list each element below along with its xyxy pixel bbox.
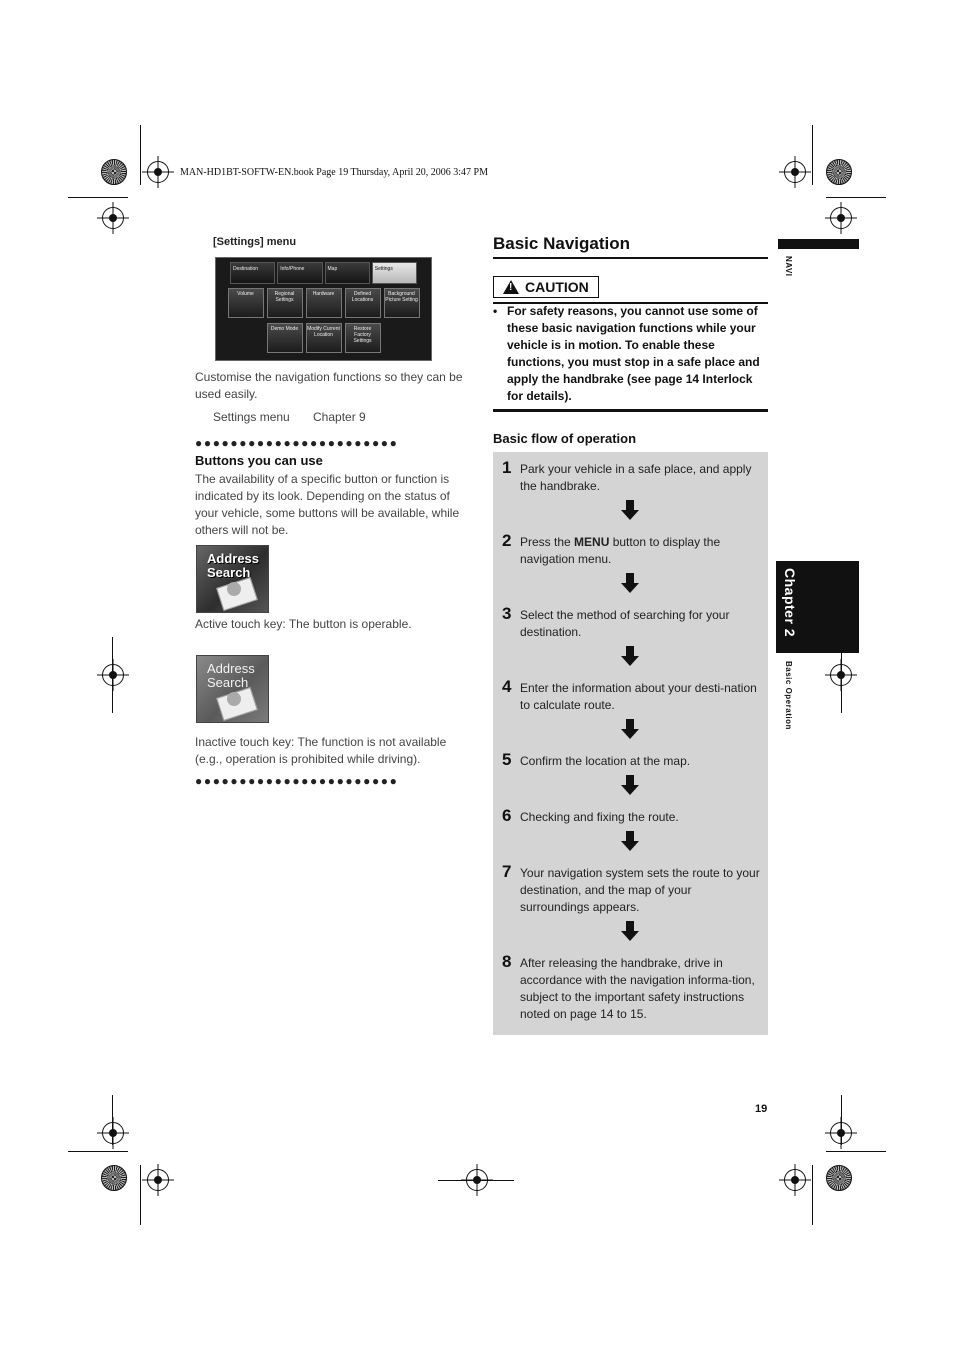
down-arrow-icon <box>621 573 639 593</box>
caution-bottom-rule <box>493 409 768 412</box>
caution-badge <box>493 276 599 298</box>
flow-title: Basic flow of operation <box>493 431 637 446</box>
registration-mark-icon <box>102 1122 124 1144</box>
step-8-text: After releasing the handbrake, drive in accordance with the navigation informa-tion, subject to the important safety instructions noted on page 14 to 15. <box>520 956 755 1021</box>
screen-button-modify-location: Modify Current Location <box>306 323 342 353</box>
screen-tab-map: Map <box>325 262 370 284</box>
navi-bar <box>778 239 859 249</box>
color-registration-icon <box>101 1165 127 1191</box>
step-7-text: Your navigation system sets the route to your destination, and the map of your surroundings appears. <box>520 866 760 914</box>
down-arrow-icon <box>621 719 639 739</box>
active-address-search-key <box>196 545 269 613</box>
screen-button-regional-settings: Regional Settings <box>267 288 303 318</box>
file-info-header: MAN-HD1BT-SOFTW-EN.book Page 19 Thursday, April 20, 2006 3:47 PM <box>180 167 488 178</box>
registration-mark-icon <box>784 161 806 183</box>
basic-operation-label: Basic Operation <box>784 661 793 730</box>
active-key-label: Address Search <box>207 551 260 580</box>
down-arrow-icon <box>621 831 639 851</box>
caution-label: CAUTION <box>525 279 589 295</box>
settings-menu-ref-label: Settings menu <box>213 410 290 424</box>
inactive-key-caption: Inactive touch key: The function is not available (e.g., operation is prohibited while driving). <box>195 735 447 766</box>
inactive-address-search-key <box>196 655 269 723</box>
settings-menu-screenshot <box>215 257 432 361</box>
screen-row-2 <box>226 323 421 353</box>
step-6-text: Checking and fixing the route. <box>520 810 679 824</box>
registration-mark-icon <box>147 1169 169 1191</box>
step-6-number: 6 <box>502 806 512 825</box>
customise-text: Customise the navigation functions so they can be used easily. <box>195 370 463 401</box>
registration-mark-icon <box>784 1169 806 1191</box>
screen-row-1 <box>226 288 421 318</box>
step-8-number: 8 <box>502 952 512 971</box>
dotted-separator-bottom: ●●●●●●●●●●●●●●●●●●●●●●● <box>195 774 399 788</box>
step-3-text: Select the method of searching for your destination. <box>520 608 730 639</box>
dotted-separator: ●●●●●●●●●●●●●●●●●●●●●●● <box>195 436 399 450</box>
registration-mark-icon <box>102 207 124 229</box>
navi-label: NAVI <box>784 256 793 277</box>
inactive-key-label: Address Search <box>207 661 255 690</box>
step-7-number: 7 <box>502 862 512 881</box>
chapter-label: Chapter 2 <box>782 568 798 638</box>
registration-mark-icon <box>830 207 852 229</box>
down-arrow-icon <box>621 646 639 666</box>
color-registration-icon <box>826 159 852 185</box>
registration-mark-icon <box>147 161 169 183</box>
step-1-number: 1 <box>502 458 512 477</box>
step-5-text: Confirm the location at the map. <box>520 754 691 768</box>
down-arrow-icon <box>621 500 639 520</box>
active-key-caption: Active touch key: The button is operable. <box>195 617 412 631</box>
title-rule <box>493 257 768 259</box>
warning-icon: ! <box>503 280 519 294</box>
section-title: Basic Navigation <box>493 234 630 253</box>
screen-tab-info-phone: Info/Phone <box>277 262 322 284</box>
step-4-text: Enter the information about your desti-nation to calculate route. <box>520 681 757 712</box>
step-4-number: 4 <box>502 677 512 696</box>
step-3-number: 3 <box>502 604 512 623</box>
down-arrow-icon <box>621 921 639 941</box>
screen-tabs <box>230 262 417 284</box>
pin-icon <box>227 582 241 596</box>
screen-button-demo-mode: Demo Mode <box>267 323 303 353</box>
screen-button-volume: Volume <box>228 288 264 318</box>
registration-mark-icon <box>102 664 124 686</box>
buttons-heading: Buttons you can use <box>195 453 323 468</box>
screen-tab-destination: Destination <box>230 262 275 284</box>
pin-icon <box>227 692 241 706</box>
screen-button-restore-factory: Restore Factory Settings <box>345 323 381 353</box>
screen-tab-settings: Settings <box>372 262 417 284</box>
screen-button-defined-locations: Defined Locations <box>345 288 381 318</box>
down-arrow-icon <box>621 775 639 795</box>
settings-menu-title: [Settings] menu <box>213 236 297 248</box>
buttons-description: The availability of a specific button or function is indicated by its look. Depending on the status of your vehicle, some buttons will be available, while others will not be. <box>195 472 460 537</box>
color-registration-icon <box>826 1165 852 1191</box>
caution-text: For safety reasons, you cannot use some of these basic navigation functions while your vehicle is in motion. To enable these functions, you must stop in a safe place and apply the handbrake (see page 14 Interlock for details). <box>507 304 760 403</box>
screen-button-hardware: Hardware <box>306 288 342 318</box>
step-2-number: 2 <box>502 531 512 550</box>
color-registration-icon <box>101 159 127 185</box>
caution-bullet: • <box>493 304 498 318</box>
step-1-text: Park your vehicle in a safe place, and apply the handbrake. <box>520 462 752 493</box>
settings-menu-ref-chapter: Chapter 9 <box>313 410 366 424</box>
step-5-number: 5 <box>502 750 512 769</box>
step-2-text: Press the MENU button to display the navigation menu. <box>520 535 721 566</box>
screen-button-background-picture: Background Picture Setting <box>384 288 420 318</box>
page-number: 19 <box>755 1103 768 1115</box>
